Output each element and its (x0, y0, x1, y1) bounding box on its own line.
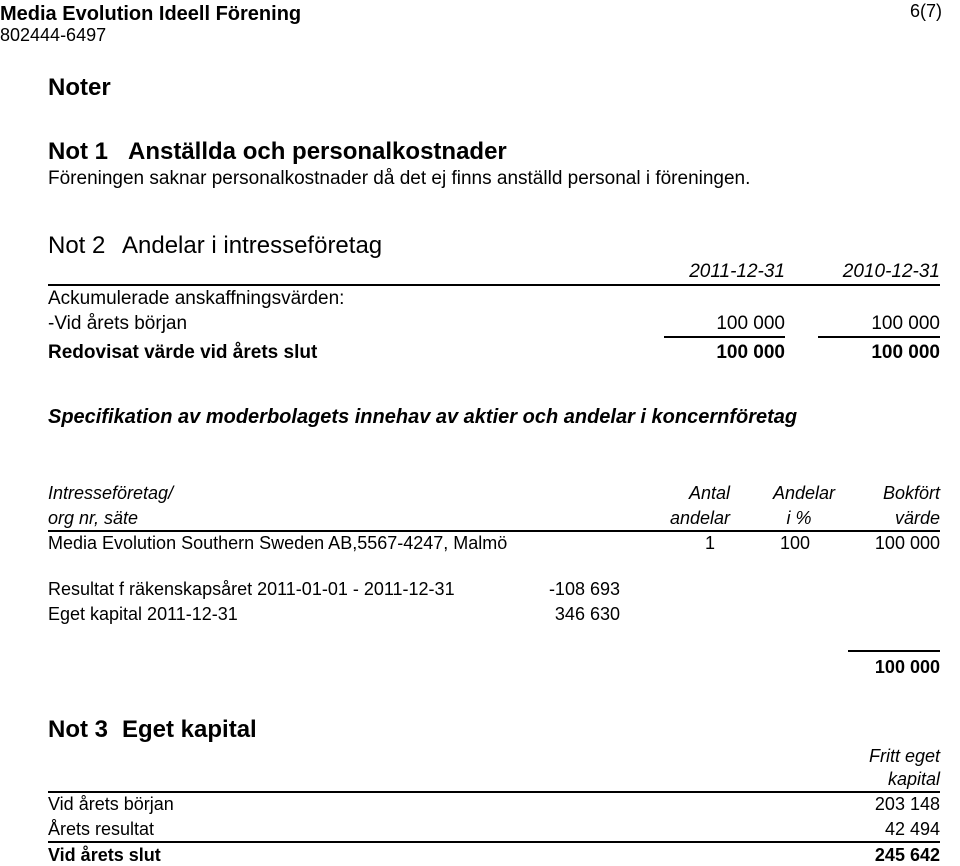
note1-text: Föreningen saknar personalkostnader då det ej finns anställd personal i föreningen. (48, 168, 751, 189)
spec-row-bokfort: 100 000 (874, 533, 940, 553)
note2-number: Not 2 (48, 232, 106, 259)
spec-total-rule (848, 650, 940, 652)
note2-end-label: Redovisat värde vid årets slut (48, 342, 318, 363)
spec-row-andelar: 100 (779, 533, 811, 553)
note3-column-line1: Fritt eget (868, 746, 940, 766)
spec-header-company-line2: org nr, säte (48, 508, 139, 528)
spec-result-label: Resultat f räkenskapsåret 2011-01-01 - 2011-12-31 (48, 579, 455, 599)
spec-row-company: Media Evolution Southern Sweden AB,5567-4247, Malmö (48, 533, 508, 553)
note2-end-2010: 100 000 (871, 342, 940, 363)
spec-equity-label: Eget kapital 2011-12-31 (48, 604, 238, 624)
spec-result-value: -108 693 (548, 579, 620, 599)
spec-equity-value: 346 630 (554, 604, 620, 624)
notes-heading: Noter (48, 74, 111, 101)
note3-end-value: 245 642 (874, 845, 940, 865)
note3-title: Eget kapital (122, 716, 257, 743)
note3-number: Not 3 (48, 716, 108, 743)
note1-title: Anställda och personalkostnader (128, 138, 507, 165)
spec-header-andelar-line1: Andelar (772, 483, 835, 503)
note3-row-label: Årets resultat (48, 819, 155, 839)
note3-sum-rule (48, 841, 940, 843)
note3-row-value: 203 148 (874, 794, 940, 814)
note3-column-line2: kapital (887, 769, 940, 789)
spec-row-antal: 1 (704, 533, 715, 553)
note2-start-2010: 100 000 (871, 313, 940, 334)
note1-number: Not 1 (48, 138, 108, 165)
note2-sum-rule-2011 (664, 336, 785, 338)
organization-number: 802444-6497 (0, 25, 107, 45)
spec-header-bokfort-line1: Bokfört (882, 483, 940, 503)
note3-row-value: 42 494 (884, 819, 940, 839)
spec-total-value: 100 000 (874, 657, 940, 677)
spec-header-company-line1: Intresseföretag/ (48, 483, 174, 503)
note3-row-label: Vid årets början (48, 794, 174, 814)
note2-start-2011: 100 000 (716, 313, 785, 334)
note2-column-2010: 2010-12-31 (842, 261, 940, 282)
organization-name: Media Evolution Ideell Förening (0, 3, 302, 25)
spec-header-andelar-line2: i % (786, 508, 812, 528)
note2-specification-title: Specifikation av moderbolagets innehav av aktier och andelar i koncernföretag (48, 406, 798, 428)
note2-column-2011: 2011-12-31 (689, 261, 785, 282)
note2-sum-rule-2010 (818, 336, 940, 338)
spec-header-antal-line1: Antal (688, 483, 730, 503)
note3-end-label: Vid årets slut (48, 845, 161, 865)
note2-end-2011: 100 000 (716, 342, 785, 363)
note2-start-label: -Vid årets början (48, 313, 188, 334)
note2-title: Andelar i intresseföretag (122, 232, 383, 259)
spec-header-bokfort-line2: värde (894, 508, 940, 528)
spec-header-antal-line2: andelar (669, 508, 730, 528)
note2-header-rule (48, 284, 940, 286)
note2-accumulated-label: Ackumulerade anskaffningsvärden: (48, 288, 345, 309)
page-number: 6(7) (909, 1, 942, 21)
